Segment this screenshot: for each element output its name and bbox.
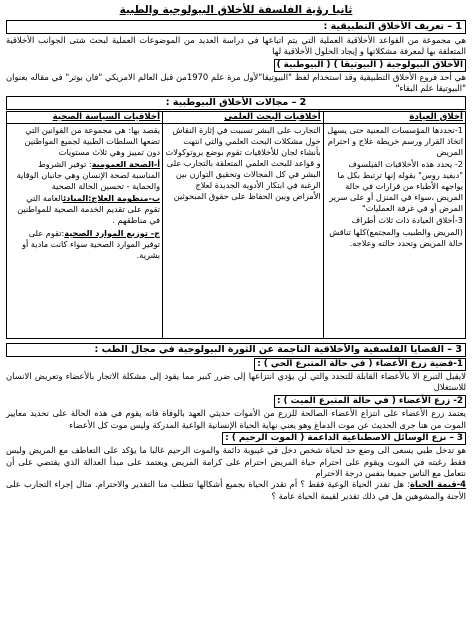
fields-table [6,111,466,339]
cell-policy [7,123,163,338]
issue-4-text: : هل تقدر الحياة الوعية فقط ؟ أم تقدر الحياة بجميع أشكالها تتطلب منا التقدير والاحترام. مثال إجراء التجارب على الأجنة والمشوهين هل في ذلك تقدير لقيمة الحياة عامة ؟ [6,479,466,501]
policy-level-b-text: العامة التي تقوم على تقديم الخدمة الصحية للمواطنين في مناطقهم . [17,193,161,226]
issue-4 [6,479,466,502]
issue-2-title [6,395,466,409]
section2-heading: 2 – مجالات الأخلاق البيوطبية : [6,96,466,110]
issue-2-title-text: 2- زرع الأعضاء ( في حالة المتبرع الميت ) : [274,395,466,409]
policy-level-c-text: :تقوم على توفير الموارد الصحية سواء كانت مادية أو بشرية. [22,227,161,260]
issue-2-text: يعتمد زرع الأعضاء على انتزاع الأعضاء الصالحة للزرع من الأموات حديثي العهد بالوفاة فانه يقوم في هذه الحالة على تحديد معايير الموت من هنا جرى الحديث عن موت الدماغ وهو يعني نهاية الحياة الإنسانية الواعية المدركة وليس موت كل الأعضاء [6,408,466,430]
section1-definition: هي مجموعة من القواعد الأخلاقية العملية التي يتم اتباعها في دراسة العديد من الموضوعات العملية لبحث شتى الجوانب الأخلاقية المتعلقة بها لمعرفة مشكلاتها و إيجاد الحلول الأخلاقية لها [6,35,466,57]
policy-level-c-label: ج- توزيع الموارد الصحية [64,227,161,238]
cell-research: التجارب على البشر تسببت في إثارة النقاش حول مشكلات البحث العلمي والتي انتهت بأنشاء لجان للأخلاقيات تقوم بوضع بروتوكولات و قواعد للبحث العلمي المتعلقة بالتجارب على البشر في كل المجالات وتحقيق التوازن بين الرغبة في ابتكار الأدوية الجديدة لعلاج الأمراض وبين الحفاظ على حقوق المبحوثين [163,123,324,338]
fields-table-row [7,123,466,338]
issue-1-title-text: 1-قضية زرع الأعضاء ( في حالة المتبرع الحي ) : [254,358,466,372]
policy-level-b-label: ب-منظومة العلاج:المبادئ [63,193,161,204]
policy-intro: يقصد بها: هي مجموعة من القوانين التي تضعها السلطات الطبية لجميع المواطنين دون تمييز وهي ثلاث مستويات [24,124,161,157]
section3-heading: 3 – القضايا الفلسفية والأخلاقية الناجمة عن الثورة البيولوجية في مجال الطب : [6,343,466,357]
col-header-clinic: أخلاق العيادة [323,111,465,123]
issue-3-title-text: 3 – نزع الوسائل الاصطناعية الداعمة ( الموت الرحيم ) : [222,432,466,446]
policy-level-b [9,193,160,226]
issue-1-title [6,358,466,372]
policy-level-c [9,228,160,261]
policy-level-a [9,159,160,192]
col-header-research: أخلاقيات البحث العلمي [163,111,324,123]
issue-3-title [6,432,466,446]
col-header-policy: أخلاقيات السياسة الصحية [7,111,163,123]
clinic-point-1: 1-تحددها المؤسسات المعنية حتى يسهل اتخاذ القرار ورسم خريطة علاج و احترام المريض [327,124,463,157]
clinic-point-3: 3-أخلاق العيادة ذات ثلاث أطراف (المريض والطبيب والمجتمع)كلها تناقش حالة المريض وتحدد حالته وعلاجه. [329,215,463,248]
bioethics-heading-text: الأخلاق البيولوجية ( البيوتيقا ) ( البيوطبية ) [274,59,466,73]
issue-4-title: 4-قيمة الحياة [410,479,466,490]
bioethics-heading [6,59,466,73]
clinic-point-2: 2- يحدد هذه الأخلاقيات الفيلسوف "ديفيد روس" بقوله إنها ترتبط بكل ما يواجهه الأطباء من قرارات في حالة المريض ،سواء في المنزل أو على سرير المرض أو في غرفة العمليات" [329,158,463,214]
policy-level-a-label: أ-الصحة العمومية [91,158,161,169]
issue-1-text: لايقبل التبرع الا بالأعضاء القابلة للتجدد والتي لن يؤدي انتزاعها إلى ضرر كبير مما يقود إلى مشكلة الاتجار بالأعضاء وتعريض الانسان للاستغلال [6,371,466,393]
cell-clinic [323,123,465,338]
policy-level-a-text: : توفير الشروط المناسبة لصحة الإنسان وهي جانبان الوقاية والحماية - تحسين الحالة الصحية [16,158,161,192]
issue-3-text: هو تدخل طبي يسعى الى وضع حد لحياة شخص دخل في غيبوبة دائمة والموت الرحيم غالبا ما يؤكد على التعاطف مع المريض وليس فقط رغبته في الموت ويقوم على احترام حياة المريض احترام على كرامة المريض ويعتمد على مبدأ العدالة الذي يقتضي على أن نتعامل مع الناس جميعا بنفس درجة الاحترام [6,445,466,478]
section1-heading: 1 – تعريف الأخلاق التطبيقية : [6,20,466,34]
document-title: ثانيا رؤية الفلسفة للأخلاق البيولوجية والطبية [119,4,353,16]
fields-table-header [7,111,466,123]
bioethics-definition: هي أحد فروع الأخلاق التطبيقية وقد استخدام لفظ "البيوتيقا"لأول مرة علم 1970من قبل العالم الامريكي "فان بوتر" في مقاله بعنوان "البيوتيقا علم البقاء" [6,72,466,94]
